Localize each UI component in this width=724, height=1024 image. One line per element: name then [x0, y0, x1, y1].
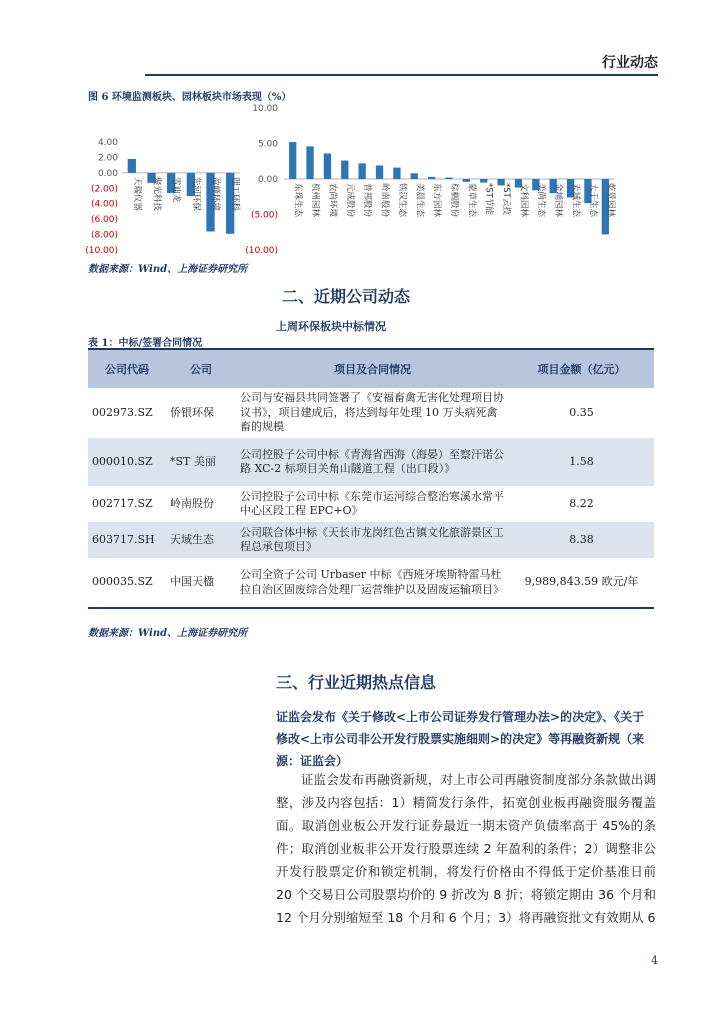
page-number: 4: [651, 954, 658, 967]
category-label: *ST云投: [501, 183, 512, 215]
category-label: 先河环保: [190, 176, 201, 211]
header-amount: 项目金额（亿元）: [509, 349, 654, 388]
table-header-row: [88, 349, 654, 388]
category-label: 铁汉生态: [396, 183, 407, 218]
news-body: 证监会发布再融资新规，对上市公司再融资制度部分条款做出调整，涉及内容包括：1）精简发行条件，拓宽创业板再融资服务覆盖面。取消创业板公开发行证券最近一期末资产负债率高于 45%的条件；取消创业板非公开发行股票连续 2 年盈利的条件；2）调整非公开发行股票定价和锁定机制，将发行价格由不得低于定价基准日前 20 个交易日公司股票均价的 9 折改为 8 折；将锁定期由 36 个月和 12 个月分别缩短至 18 个月和 6 个月；3）将再融资批文有效期从 6: [276, 772, 656, 925]
cell-company: *ST 美丽: [166, 438, 236, 486]
bar: [359, 163, 366, 179]
cell-code: 002717.SZ: [92, 496, 153, 510]
table-source: 数据来源：Wind、上海证券研究所: [88, 628, 248, 639]
cell-company: 岭南股份: [170, 496, 214, 510]
y-tick-label: 0.00: [257, 175, 278, 185]
table-row: [88, 522, 654, 558]
cell-project: 公司控股子公司中标《东莞市运河综合整治寒溪水常平中心区段工程 EPC+O》: [240, 489, 504, 517]
y-tick-label: (10.00): [245, 246, 278, 256]
news-headline: 证监会发布《关于修改<上市公司证券发行管理办法>的决定》、《关于修改<上市公司非公开发行股票实施细则>的决定》等再融资新规（来源：证监会）: [276, 710, 645, 768]
header-company: 公司: [166, 349, 236, 388]
cell-amount: 1.58: [509, 438, 654, 486]
header-code: 公司代码: [88, 349, 166, 388]
cell-code: 603717.SH: [88, 522, 166, 558]
y-tick-label: (6.00): [90, 215, 118, 226]
bar: [289, 142, 296, 179]
category-label: 普邦股份: [362, 183, 373, 218]
cell-amount: 0.35: [569, 405, 594, 419]
cell-company: 天域生态: [166, 522, 236, 558]
y-tick-label: (5.00): [250, 210, 278, 221]
y-tick-label: 2.00: [97, 153, 118, 164]
category-label: 美晨生态: [414, 183, 425, 218]
bar: [445, 178, 452, 179]
bar: [376, 166, 383, 179]
table-row: [88, 558, 654, 608]
category-label: 聚光科技: [151, 176, 162, 211]
contracts-table: [88, 348, 654, 609]
table-row: [88, 486, 654, 522]
y-tick-label: (4.00): [90, 199, 118, 210]
header-divider: [145, 74, 658, 76]
category-label: 杭州园林: [310, 183, 321, 218]
bar: [324, 153, 331, 179]
category-label: 文科园林: [518, 183, 529, 218]
header-title: 行业动态: [602, 55, 658, 71]
table-row: [88, 388, 654, 438]
table-row: [88, 438, 654, 486]
bar: [393, 168, 400, 179]
bar: [128, 159, 136, 173]
category-label: 棕榈股份: [449, 183, 459, 218]
cell-company: 侨银环保: [170, 405, 214, 419]
category-label: 东方园林: [431, 183, 442, 218]
cell-code: 002973.SZ: [92, 405, 153, 419]
y-tick-label: (2.00): [90, 184, 118, 195]
category-label: 乾景园林: [605, 183, 616, 218]
cell-code: 000010.SZ: [88, 438, 166, 486]
y-tick-label: (10.00): [85, 246, 118, 256]
category-label: 美尚生态: [535, 183, 546, 218]
category-label: 雪迪龙: [171, 176, 182, 203]
cell-code: 000035.SZ: [92, 575, 153, 589]
section-3-title: 三、行业近期热点信息: [276, 673, 437, 692]
bar: [341, 161, 348, 179]
category-label: 天域生态: [570, 183, 581, 218]
category-label: 农尚环境: [327, 183, 338, 218]
category-label: 岭南股份: [379, 183, 390, 218]
cell-amount: 9,989,843.59 欧元/年: [524, 575, 639, 589]
table-caption: 上周环保板块中标情况: [276, 320, 386, 333]
category-label: 金埔园林: [553, 183, 564, 218]
category-label: 理工环科: [230, 176, 241, 211]
chart-environmental-monitoring: [85, 138, 241, 256]
category-label: 盈峰环境: [210, 176, 221, 211]
y-tick-label: 4.00: [97, 138, 118, 148]
y-tick-label: 10.00: [252, 104, 278, 114]
category-label: 元成股份: [344, 183, 355, 218]
y-tick-label: (8.00): [90, 230, 118, 241]
cell-amount: 8.22: [569, 496, 594, 510]
chart-landscape-gardening: [245, 104, 616, 256]
category-label: 蒙草生态: [466, 183, 477, 218]
bar: [463, 179, 470, 182]
charts-figure: [84, 100, 644, 260]
category-label: 大千生态: [587, 183, 598, 218]
cell-project: 公司与安福县共同签署了《安福畜禽无害化处理项目协议书》，项目建成后，将达到每年处理 10 万头病死禽畜的规模: [240, 391, 504, 434]
figure-title: 图 6 环境监测板块、园林板块市场表现（%）: [88, 92, 292, 103]
cell-amount: 8.38: [509, 522, 654, 558]
y-tick-label: 0.00: [97, 168, 118, 179]
cell-company: 中国天楹: [170, 575, 214, 589]
cell-project: 公司控股子公司中标《青海省西海（海晏）至察汗诺公路 XC-2 标项目关角山隧道工程（出口段）》: [236, 438, 509, 486]
category-label: 天瑞仪器: [131, 176, 142, 211]
category-label: *ST节能: [483, 183, 494, 215]
cell-project: 公司全资子公司 Urbaser 中标《西班牙埃斯特雷马杜拉自治区固废综合处理厂运营维护以及固废运输项目》: [240, 568, 504, 596]
bar: [306, 146, 313, 179]
cell-project: 公司联合体中标《天长市龙岗红色古镇文化旅游景区工程总承包项目》: [236, 522, 509, 558]
y-tick-label: 5.00: [257, 139, 278, 150]
header-project: 项目及合同情况: [236, 349, 509, 388]
table-label: 表 1：中标/签署合同情况: [88, 338, 203, 349]
bar: [411, 173, 418, 179]
section-2-title: 二、近期公司动态: [282, 287, 411, 306]
figure-source: 数据来源：Wind、上海证券研究所: [88, 264, 248, 275]
category-label: 东珠生态: [292, 183, 303, 218]
bar: [428, 177, 435, 179]
